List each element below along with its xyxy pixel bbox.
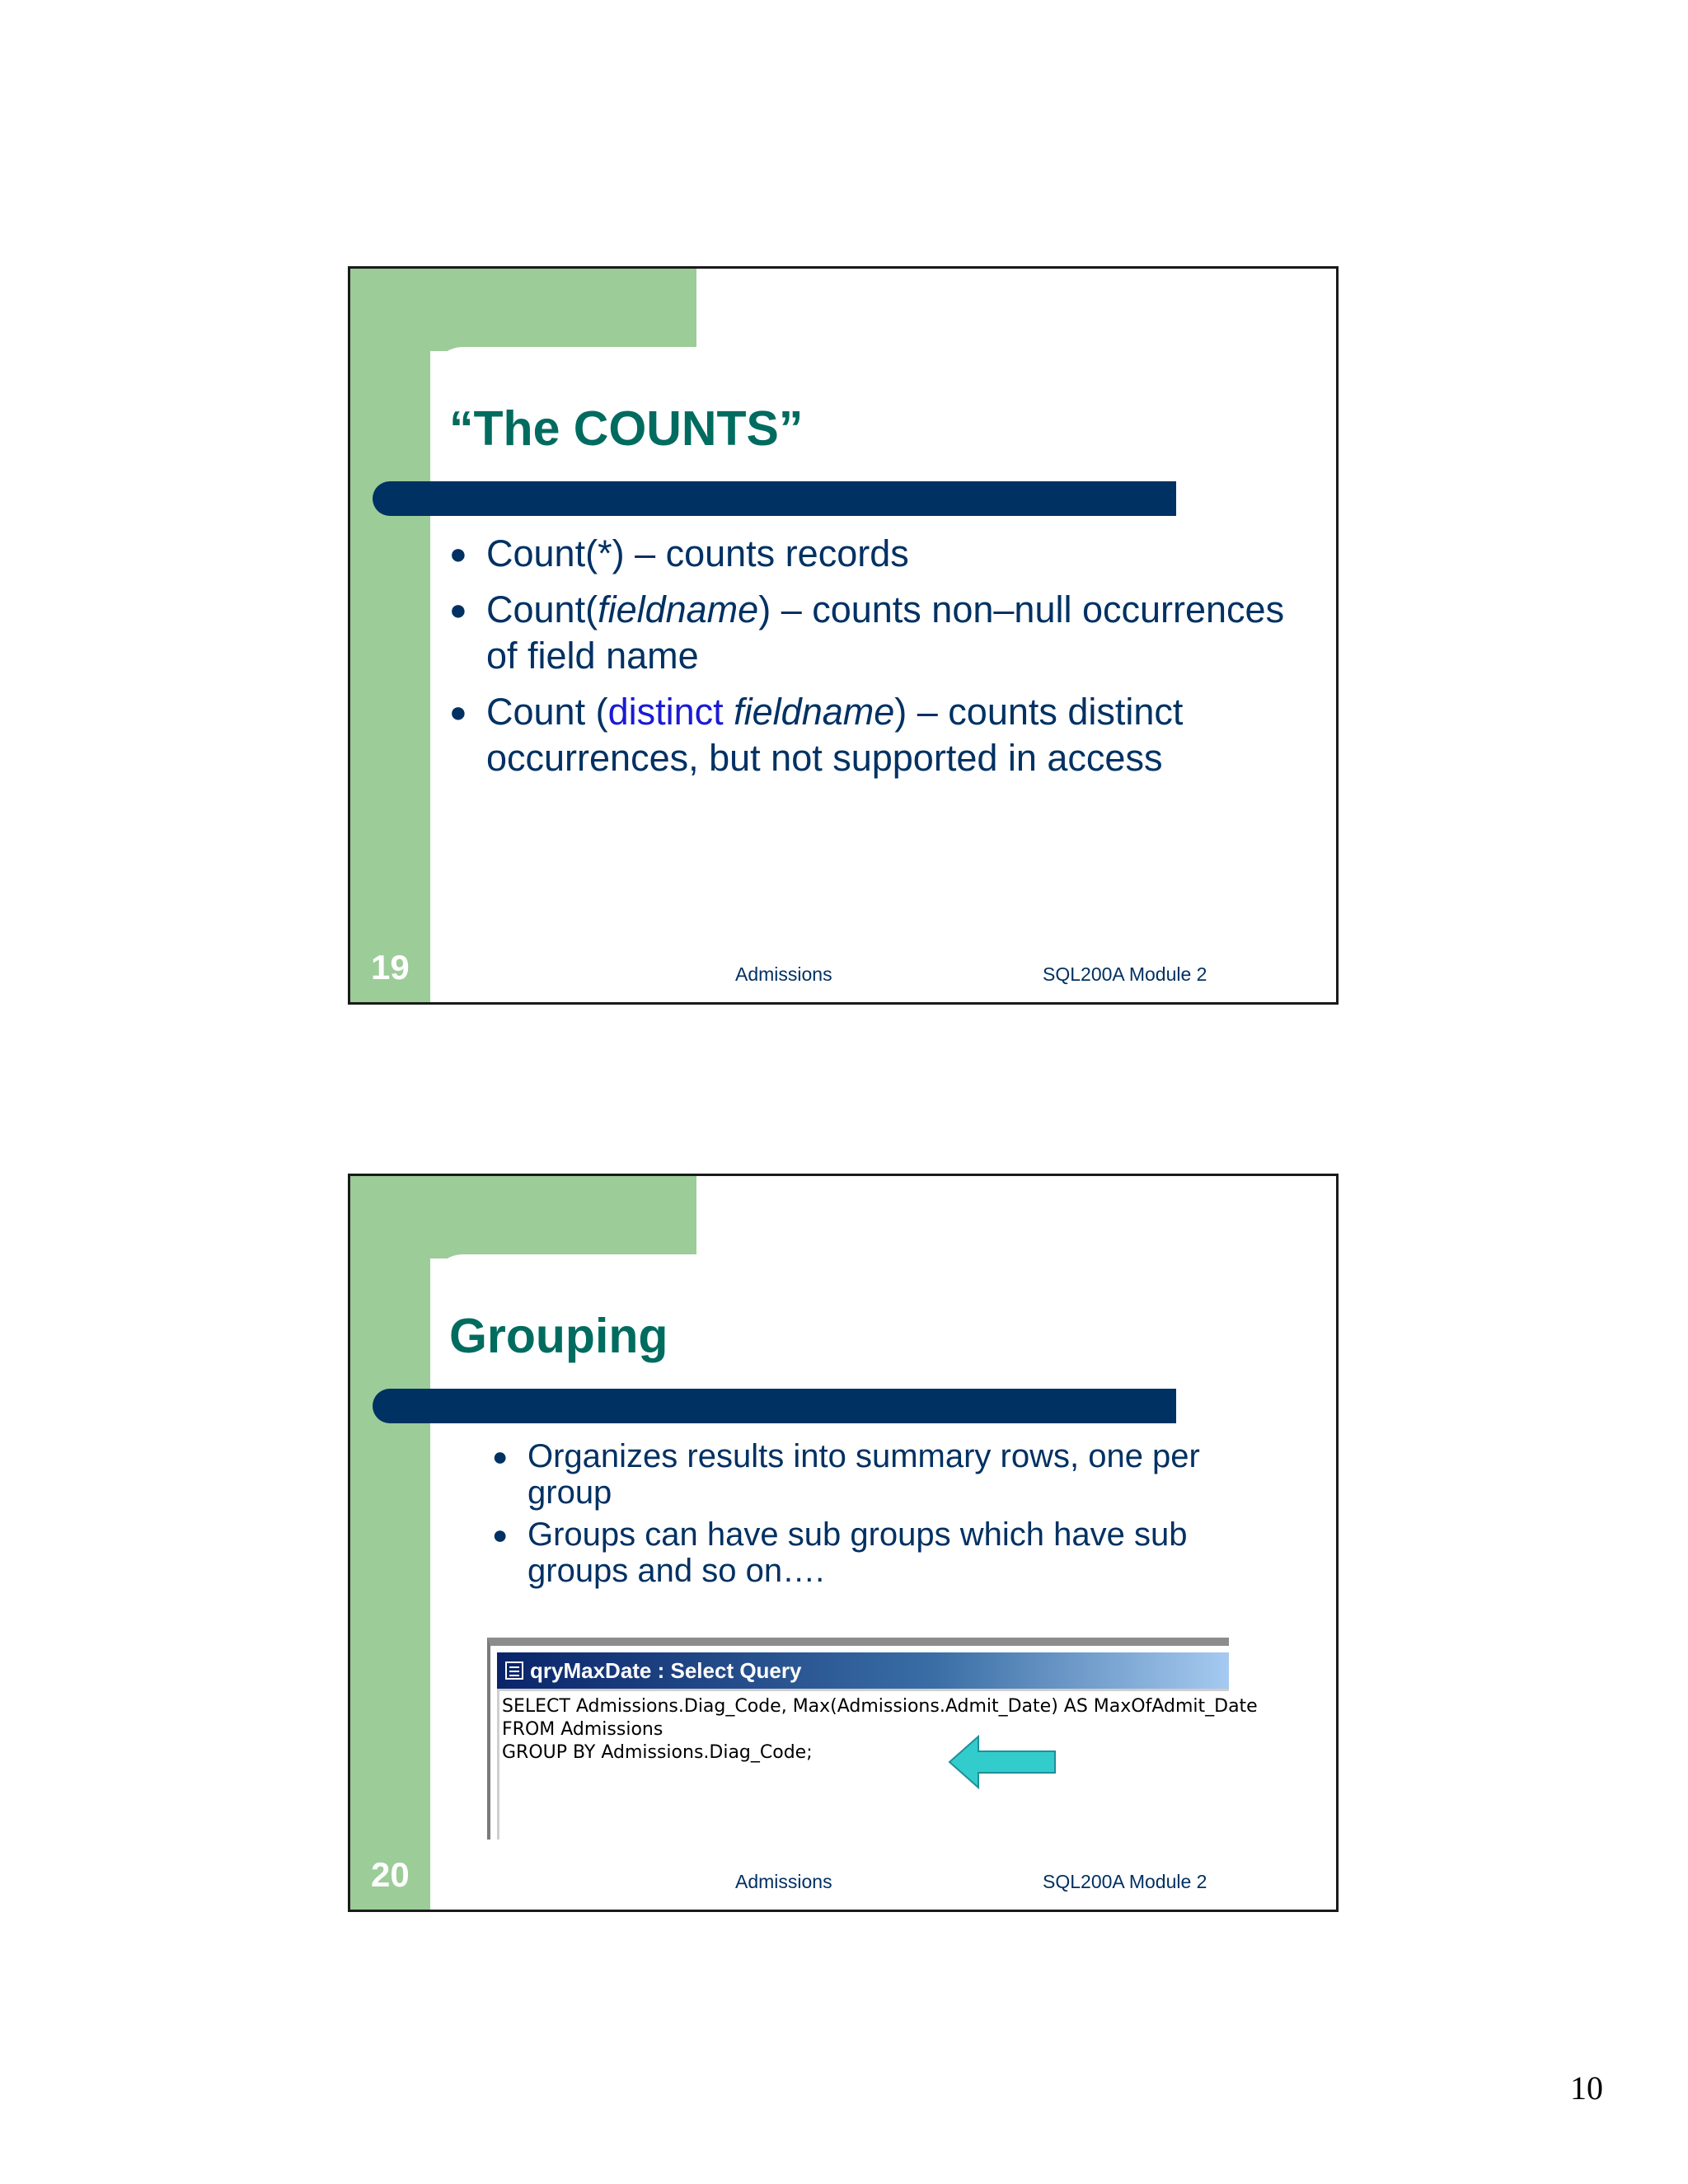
sql-line: SELECT Admissions.Diag_Code, Max(Admissions.Admit_Date) AS MaxOfAdmit_Date — [502, 1696, 1258, 1717]
slide-accent-bar — [350, 269, 430, 1002]
bullet-text: Organizes results into summary rows, one per group — [528, 1438, 1200, 1511]
slide-title: Grouping — [449, 1309, 668, 1363]
footer-right: SQL200A Module 2 — [1043, 963, 1207, 985]
slide-title: “The COUNTS” — [449, 401, 804, 456]
bullet-item — [449, 689, 1294, 781]
title-underline-bar — [373, 481, 1176, 516]
query-window-titlebar — [497, 1652, 1229, 1689]
bullet-item — [492, 1438, 1269, 1511]
bullet-text: Groups can have sub groups which have sub groups and so on…. — [528, 1516, 1188, 1589]
left-arrow-icon — [948, 1735, 1058, 1789]
bullet-list — [449, 531, 1294, 791]
bullet-text-rest: ) – counts distinct occurrences, but not supported in access — [486, 691, 1184, 779]
bullet-dot-icon: ● — [449, 537, 467, 570]
footer-left: Admissions — [735, 1871, 832, 1892]
bullet-item — [449, 587, 1294, 679]
bullet-dot-icon: ● — [492, 1441, 509, 1471]
bullet-text-prefix: Count( — [486, 588, 598, 630]
bullet-text-rest: ) – counts non–null occurrences of field name — [486, 588, 1285, 677]
bullet-text: Count(*) – counts records — [486, 532, 909, 574]
bullet-keyword: distinct — [607, 691, 724, 733]
query-window-title: qryMaxDate : Select Query — [530, 1657, 802, 1683]
query-icon — [505, 1661, 523, 1680]
bullet-text-italic: fieldname — [734, 691, 895, 733]
slide-number: 20 — [371, 1855, 410, 1894]
query-window-screenshot — [487, 1638, 1258, 1840]
bullet-text-prefix: Count ( — [486, 691, 608, 733]
sql-line: FROM Admissions — [502, 1719, 663, 1740]
slide-accent-top — [350, 269, 696, 351]
bullet-dot-icon: ● — [492, 1520, 509, 1549]
bullet-item — [492, 1516, 1269, 1589]
slide-accent-bar — [350, 1176, 430, 1910]
slide-20 — [348, 1174, 1339, 1912]
slide-accent-top — [350, 1176, 696, 1258]
bullet-text-italic: fieldname — [598, 588, 759, 630]
page-number: 10 — [1570, 2069, 1603, 2107]
sql-text — [502, 1695, 1258, 1765]
title-underline-bar — [373, 1389, 1176, 1423]
footer-left: Admissions — [735, 963, 832, 985]
slide-19 — [348, 266, 1339, 1005]
bullet-dot-icon: ● — [449, 695, 467, 729]
sql-line: GROUP BY Admissions.Diag_Code; — [502, 1742, 813, 1763]
bullet-list — [492, 1438, 1269, 1595]
bullet-dot-icon: ● — [449, 593, 467, 626]
bullet-item — [449, 531, 1294, 577]
footer-right: SQL200A Module 2 — [1043, 1871, 1207, 1892]
slide-number: 19 — [371, 948, 410, 987]
